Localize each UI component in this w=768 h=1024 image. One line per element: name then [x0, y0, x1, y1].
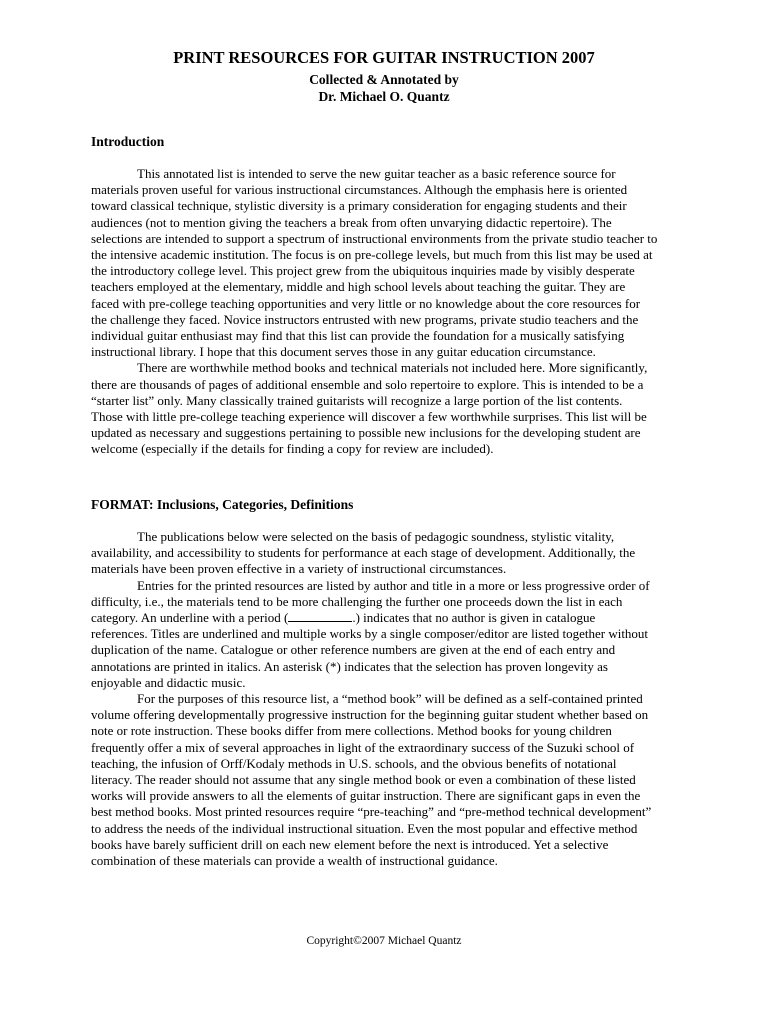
- introduction-heading: Introduction: [91, 134, 165, 149]
- body-line: note or rote instruction. These books differ from mere collections. Method books for young children: [91, 723, 612, 739]
- body-line: annotations are printed in italics. An asterisk (*) indicates that the selection has proven longevity as: [91, 658, 608, 674]
- body-line: availability, and accessibility to students for performance at each stage of development. Additionally, the: [91, 545, 636, 561]
- underline-blank: [288, 611, 352, 622]
- format-heading: FORMAT: Inclusions, Categories, Definitions: [91, 497, 354, 512]
- body-line: difficulty, i.e., the materials tend to be more challenging the further one proceeds down the list in each: [91, 593, 623, 609]
- body-line: best method books. Most printed resources require “pre-teaching” and “pre-method technical development”: [91, 804, 652, 820]
- copyright-footer: Copyright©2007 Michael Quantz: [306, 935, 462, 947]
- body-line: Those with little pre-college teaching experience will discover a few worthwhile surprises. This list will be: [91, 409, 647, 425]
- body-line: selections are intended to support a spectrum of instructional environments from the private studio teacher to: [91, 230, 658, 246]
- body-line-with-blank: [91, 610, 681, 626]
- body-line: teachers employed at the elementary, middle and high school levels about teaching the guitar. They are: [91, 279, 626, 295]
- body-line: For the purposes of this resource list, a “method book” will be defined as a self-contained printed: [137, 691, 643, 707]
- body-line: individual guitar enthusiast may find that this list can provide the foundation for a musically satisfying: [91, 328, 625, 344]
- body-line: teaching, the infusion of Orff/Kodaly methods in U.S. schools, and the obvious benefits of notational: [91, 755, 617, 771]
- body-line: faced with pre-college teaching opportunities and very little or no knowledge about the core resources for: [91, 295, 641, 311]
- body-line: instructional library. I hope that this document serves those in any guitar education circumstance.: [91, 344, 596, 360]
- body-line: the intensive academic institution. The focus is on pre-college levels, but much from this list may be used at: [91, 247, 653, 263]
- body-line: toward classical technique, stylistic diversity is a primary consideration for engaging students and their: [91, 198, 627, 214]
- body-line: The publications below were selected on the basis of pedagogic soundness, stylistic vitality,: [137, 529, 615, 544]
- body-line: to address the needs of the individual instructional situation. Even the most popular and effective method: [91, 820, 638, 836]
- body-line: literacy. The reader should not assume that any single method book or even a combination of these listed: [91, 772, 636, 788]
- body-line: volume offering developmentally progressive instruction for the beginning guitar student whether based on: [91, 707, 649, 723]
- body-line: the challenge they faced. Novice instructors entrusted with new programs, private studio teachers and the: [91, 311, 639, 327]
- body-line: enjoyable and didactic music.: [91, 674, 246, 690]
- body-line: combination of these materials can provide a wealth of instructional guidance.: [91, 853, 498, 869]
- format-body: [91, 529, 681, 869]
- body-line: Entries for the printed resources are listed by author and title in a more or less progressive order of: [137, 577, 650, 593]
- body-line: frequently offer a mix of several approaches in light of the extraordinary success of the Suzuki school of: [91, 739, 635, 755]
- body-line: There are worthwhile method books and technical materials not included here. More significantly,: [137, 360, 648, 376]
- body-line: materials have been proven effective in a variety of instructional circumstances.: [91, 561, 507, 577]
- body-line: welcome (especially if the details for finding a copy for review are included).: [91, 441, 494, 457]
- body-line: duplication of the name. Catalogue or other reference numbers are given at the end of each entry and: [91, 642, 616, 658]
- body-line: there are thousands of pages of additional ensemble and solo repertoire to explore. This is intended to be a: [91, 376, 644, 392]
- document-subtitle-line1: Collected & Annotated by: [309, 72, 459, 87]
- body-line: “starter list” only. Many classically trained guitarists will recognize a large portion of the list contents.: [91, 392, 623, 408]
- introduction-body: [91, 166, 681, 458]
- body-line: audiences (not to mention giving the teachers a break from often unvarying didactic repertoire). The: [91, 214, 612, 230]
- body-text-fragment: .) indicates that no author is given in catalogue: [352, 610, 596, 626]
- document-author: Dr. Michael O. Quantz: [318, 89, 450, 104]
- body-line: works will provide answers to all the elements of guitar instruction. There are significant gaps in even the: [91, 788, 641, 804]
- document-title: PRINT RESOURCES FOR GUITAR INSTRUCTION 2007: [173, 48, 595, 67]
- body-text-fragment: category. An underline with a period (: [91, 610, 289, 626]
- body-line: the introductory college level. This project grew from the ubiquitous inquiries made by visibly desperate: [91, 263, 635, 279]
- body-line: books have barely sufficient drill on each new element before the next is introduced. Yet a selective: [91, 836, 609, 852]
- body-line: references. Titles are underlined and multiple works by a single composer/editor are listed together without: [91, 626, 649, 642]
- body-line: materials proven useful for various instructional circumstances. Although the emphasis here is oriented: [91, 182, 628, 198]
- body-line: This annotated list is intended to serve the new guitar teacher as a basic reference source for: [137, 166, 616, 181]
- body-line: updated as necessary and suggestions pertaining to possible new inclusions for the developing student are: [91, 425, 641, 441]
